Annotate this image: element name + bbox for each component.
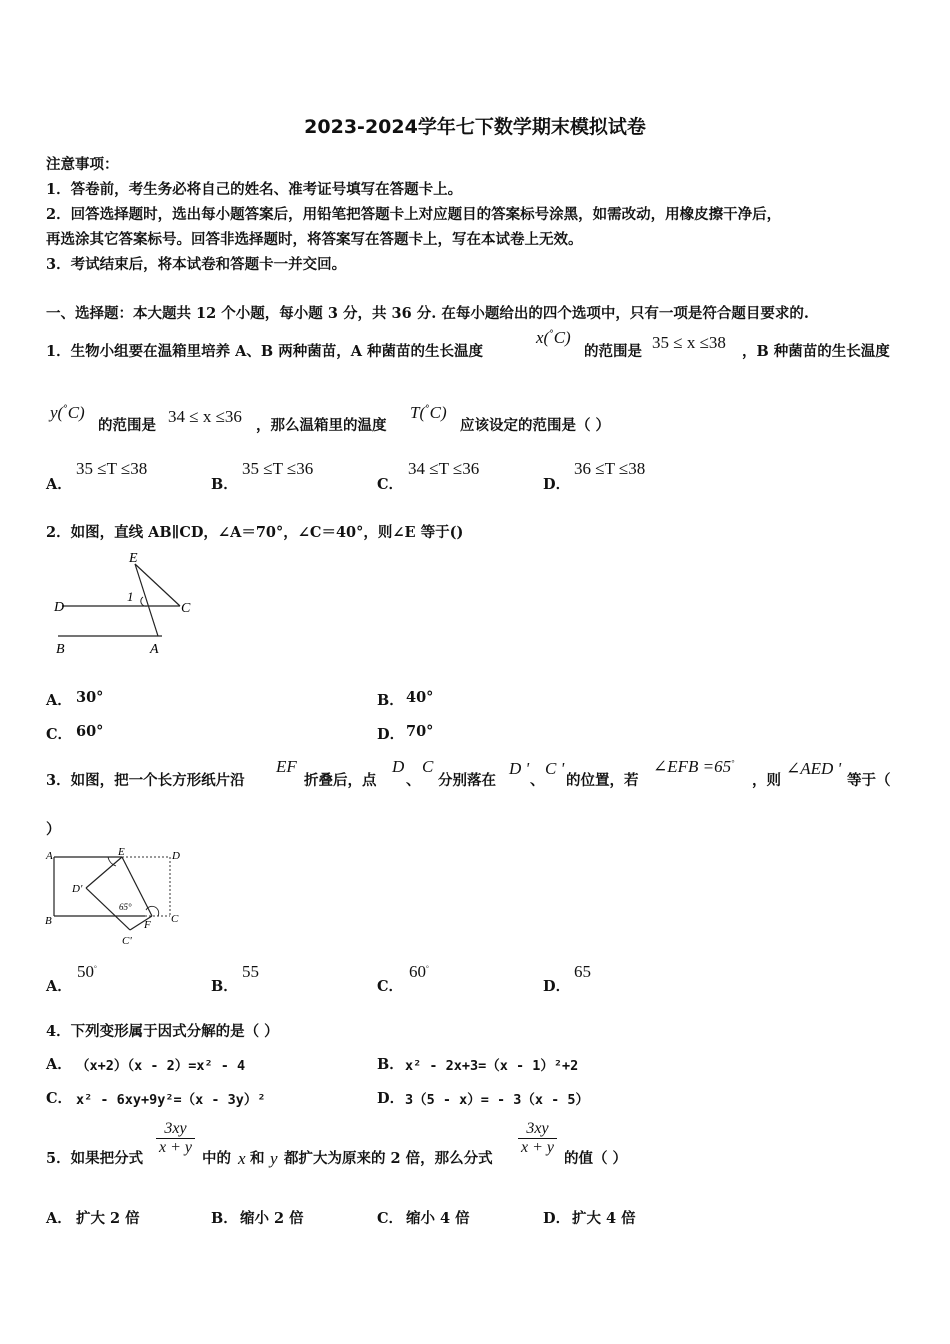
q5-text-4: 的值（ ） (564, 1150, 628, 1167)
label-angle-1: 1 (127, 589, 134, 604)
q5-option-d[interactable]: 扩大 4 倍 (572, 1210, 636, 1227)
q1-t-unit: T(°C) (410, 403, 447, 422)
q1-range-b: 34 ≤ x ≤36 (168, 407, 242, 426)
q3-d: D (392, 757, 405, 776)
q3-text-4: 的位置，若 (566, 772, 639, 789)
q1-text-1: 1．生物小组要在温箱里培养 A、B 两种菌苗，A 种菌苗的生长温度 (46, 343, 483, 360)
section-heading: 一、选择题：本大题共 12 个小题，每小题 3 分，共 36 分. 在每小题给出的四个选项中，只有一项是符合题目要求的. (46, 305, 809, 322)
q1-text-6: 应该设定的范围是（ ） (460, 417, 611, 434)
q4-stem: 4．下列变形属于因式分解的是（ ） (46, 1023, 279, 1040)
q2-stem: 2．如图，直线 AB∥CD，∠A＝70°，∠C＝40°，则∠E 等于() (46, 524, 464, 541)
q1-option-b[interactable]: 35 ≤T ≤36 (242, 459, 314, 478)
label-e: E (129, 551, 138, 566)
q1-text-5: ，那么温箱里的温度 (256, 417, 387, 434)
q5-option-d-label[interactable]: D． (543, 1210, 571, 1227)
q1-option-c[interactable]: 34 ≤T ≤36 (408, 459, 480, 478)
q1-option-d[interactable]: 36 ≤T ≤38 (574, 459, 646, 478)
q5-option-c[interactable]: 缩小 4 倍 (406, 1210, 470, 1227)
q5-var-x: x (238, 1149, 246, 1168)
edge-ed-folded (86, 857, 122, 888)
q2-option-b[interactable]: 40° (406, 689, 434, 706)
q1-text-4: 的范围是 (98, 417, 156, 434)
q4-option-b[interactable]: x² - 2x+3=（x - 1）²+2 (405, 1058, 579, 1074)
q4-option-d[interactable]: 3（5 - x）= - 3（x - 5） (405, 1092, 590, 1108)
q1-text-2: 的范围是 (584, 343, 642, 360)
angle-efb-arc (146, 906, 159, 916)
label-a: A (150, 642, 159, 657)
q3-option-c-label[interactable]: C． (377, 978, 404, 995)
q5-frac1-den: x + y (159, 1139, 192, 1156)
q3-option-a[interactable]: 50° (77, 962, 97, 981)
q5-fraction-1 (156, 1120, 195, 1157)
q5-text-3: 都扩大为原来的 2 倍，那么分式 (284, 1150, 493, 1167)
q5-option-b[interactable]: 缩小 2 倍 (240, 1210, 304, 1227)
q3-dp: D ' (509, 759, 530, 778)
q1-x-unit: x(°C) (536, 328, 571, 347)
q4-option-c[interactable]: x² - 6xy+9y²=（x - 3y）² (76, 1092, 266, 1108)
q1-text-3: ，B 种菌苗的生长温度 (742, 343, 890, 360)
q2-option-c-label[interactable]: C． (46, 726, 73, 743)
q3-sep-1: 、 (406, 772, 421, 789)
q3-text-2: 折叠后，点 (304, 772, 377, 789)
q1-option-c-label[interactable]: C． (377, 476, 404, 493)
q5-text-2: 中的 (202, 1150, 231, 1167)
q4-option-b-label[interactable]: B． (377, 1056, 404, 1073)
angle-aed-arc (108, 857, 116, 866)
page-title: 2023-2024学年七下数学期末模拟试卷 (304, 116, 646, 138)
q2-option-a-label[interactable]: A． (46, 692, 72, 709)
q5-frac2-num: 3xy (518, 1120, 557, 1139)
label-65-deg: 65° (119, 902, 132, 912)
q2-option-d-label[interactable]: D． (377, 726, 405, 743)
label-f: F (144, 919, 151, 931)
q4-option-d-label[interactable]: D． (377, 1090, 405, 1107)
q4-option-c-label[interactable]: C． (46, 1090, 73, 1107)
q5-option-c-label[interactable]: C． (377, 1210, 404, 1227)
notice-item-2: 2．回答选择题时，选出每小题答案后，用铅笔把答题卡上对应题目的答案标号涂黑，如需改动，用橡皮擦干净后， (46, 206, 782, 223)
q1-range-a: 35 ≤ x ≤38 (652, 333, 726, 352)
q3-option-a-label[interactable]: A． (46, 978, 72, 995)
q5-option-a[interactable]: 扩大 2 倍 (76, 1210, 140, 1227)
notice-item-3: 3．考试结束后，将本试卷和答题卡一并交回。 (46, 256, 347, 273)
q3-text-6: 等于（ (847, 772, 891, 789)
q3-sep-2: 、 (530, 772, 545, 789)
q5-text-1: 5．如果把分式 (46, 1150, 144, 1167)
q3-text-7: ） (46, 821, 61, 838)
notice-heading: 注意事项： (46, 156, 119, 173)
q5-frac2-den: x + y (521, 1139, 554, 1156)
q3-option-b[interactable]: 55 (242, 962, 259, 981)
q3-angle-aed: ∠AED ' (786, 759, 842, 778)
q1-option-a-label[interactable]: A． (46, 476, 72, 493)
q5-frac1-num: 3xy (156, 1120, 195, 1139)
q5-option-b-label[interactable]: B． (211, 1210, 238, 1227)
q5-option-a-label[interactable]: A． (46, 1210, 72, 1227)
notice-item-2-cont: 再选涂其它答案标号。回答非选择题时，将答案写在答题卡上，写在本试卷上无效。 (46, 231, 583, 248)
label-a: A (46, 850, 53, 862)
label-c: C (171, 913, 179, 925)
q5-fraction-2 (518, 1120, 557, 1157)
q4-option-a-label[interactable]: A． (46, 1056, 72, 1073)
label-d: D (172, 850, 180, 862)
q3-text-5: ，则 (752, 772, 781, 789)
q5-var-y: y (270, 1149, 278, 1168)
q3-option-d-label[interactable]: D． (543, 978, 571, 995)
label-d-prime: D' (72, 883, 83, 895)
q3-option-b-label[interactable]: B． (211, 978, 238, 995)
q5-and: 和 (250, 1150, 265, 1167)
q3-cp: C ' (545, 759, 565, 778)
label-d: D (54, 600, 65, 615)
label-e: E (118, 846, 125, 858)
q3-text-3: 分别落在 (438, 772, 496, 789)
q3-ef: EF (276, 757, 297, 776)
q3-angle-efb: ∠EFB =65° (653, 757, 735, 776)
q3-text-1: 3．如图，把一个长方形纸片沿 (46, 772, 245, 789)
q2-figure (50, 550, 200, 660)
label-b: B (45, 915, 52, 927)
label-c: C (181, 601, 191, 616)
q2-option-a[interactable]: 30° (76, 689, 104, 706)
label-b: B (56, 642, 65, 657)
q1-option-b-label[interactable]: B． (211, 476, 238, 493)
q2-option-c[interactable]: 60° (76, 723, 104, 740)
q1-option-a[interactable]: 35 ≤T ≤38 (76, 459, 148, 478)
q4-option-a[interactable]: （x+2）（x - 2）=x² - 4 (76, 1058, 246, 1074)
q2-option-d[interactable]: 70° (406, 723, 434, 740)
q3-option-c[interactable]: 60° (409, 962, 429, 981)
q3-option-d[interactable]: 65 (574, 962, 591, 981)
q2-option-b-label[interactable]: B． (377, 692, 404, 709)
q1-option-d-label[interactable]: D． (543, 476, 571, 493)
notice-item-1: 1．答卷前，考生务必将自己的姓名、准考证号填写在答题卡上。 (46, 181, 463, 198)
q3-c: C (422, 757, 434, 776)
q1-y-unit: y(°C) (50, 403, 85, 422)
q3-figure (40, 842, 200, 952)
label-c-prime: C' (122, 935, 132, 947)
